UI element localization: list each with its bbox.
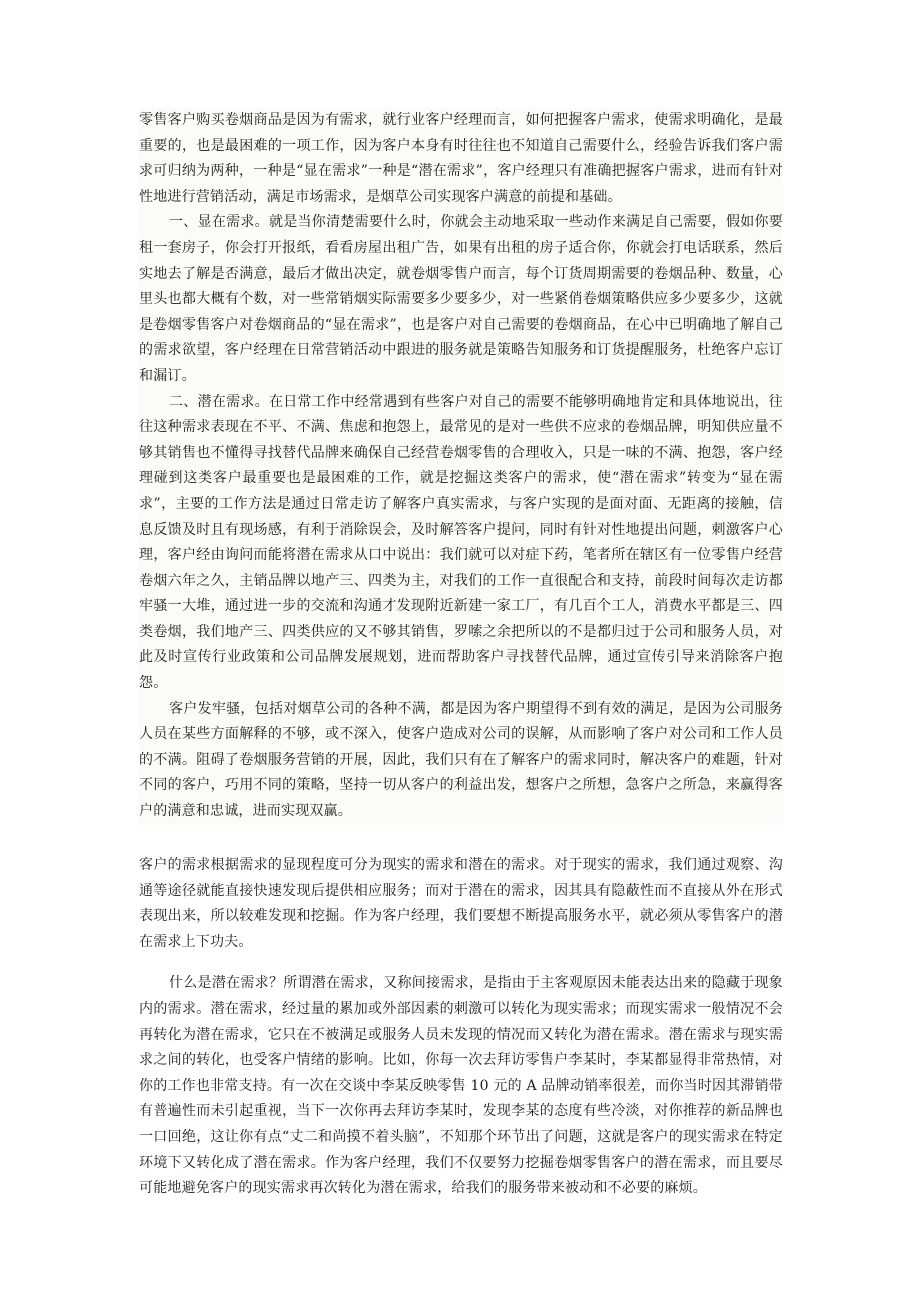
- paragraph-what-is-latent-demand: 什么是潜在需求？所谓潜在需求，又称间接需求，是指由于主客观原因未能表达出来的隐藏于现象内的需求。潜在需求，经过量的累加或外部因素的刺激可以转化为现实需求；而现实需求一般情况不会再转化为潜在需求，它只在不被满足或服务人员未发现的情况而又转化为潜在需求。潜在需求与现实需求之间的转化，也受客户情绪的影响。比如，你每一次去拜访零售户李某时，李某都显得非常热情，对你的工作也非常支持。有一次在交谈中李某反映零售 10 元的 A 品牌动销率很差，而你当时因其滞销带有普遍性而未引起重视，当下一次你再去拜访李某时，发现李某的态度有些冷淡，对你推荐的新品牌也一口回绝，这让你有点“丈二和尚摸不着头脑”，不知那个环节出了问题，这就是客户的现实需求在特定环境下又转化成了潜在需求。作为客户经理，我们不仅要努力挖掘卷烟零售客户的潜在需求，而且要尽可能地避免客户的现实需求再次转化为潜在需求，给我们的服务带来被动和不必要的麻烦。: [139, 975, 783, 1197]
- paragraph-demand-types: 客户的需求根据需求的显现程度可分为现实的需求和潜在的需求。对于现实的需求，我们通过观察、沟通等途径就能直接快速发现后提供相应服务；而对于潜在的需求，因其具有隐蔽性而不直接从外在形式表现出来，所以较难发现和挖掘。作为客户经理，我们要想不断提高服务水平，就必须从零售客户的潜在需求上下功夫。: [139, 857, 783, 950]
- paragraph-explicit-demand: 一、显在需求。就是当你清楚需要什么时，你就会主动地采取一些动作来满足自己需要，假如你要租一套房子，你会打开报纸，看看房屋出租广告，如果有出租的房子适合你，你就会打电话联系，然后实地去了解是否满意，最后才做出决定，就卷烟零售户而言，每个订货周期需要的卷烟品种、数量，心里头也都大概有个数，对一些常销烟实际需要多少要多少，对一些紧俏卷烟策略供应多少要多少，这就是卷烟零售客户对卷烟商品的“显在需求”，也是客户对自己需要的卷烟商品，在心中已明确地了解自己的需求欲望，客户经理在日常营销活动中跟进的服务就是策略告知服务和订货提醒服务，杜绝客户忘订和漏订。: [139, 214, 783, 384]
- upper-text-block: [139, 108, 783, 825]
- paragraph-latent-demand: 二、潜在需求。在日常工作中经常遇到有些客户对自己的需要不能够明确地肯定和具体地说出，往往这种需求表现在不平、不满、焦虑和抱怨上，最常见的是对一些供不应求的卷烟品牌，明知供应量不够其销售也不懂得寻找替代品牌来确保自己经营卷烟零售的合理收入，只是一味的不满、抱怨，客户经理碰到这类客户最重要也是最困难的工作，就是挖掘这类客户的需求，使“潜在需求”转变为“显在需求”，主要的工作方法是通过日常走访了解客户真实需求，与客户实现的是面对面、无距离的接触，信息反馈及时且有现场感，有利于消除误会，及时解答客户提问，同时有针对性地提出问题，刺激客户心理，客户经由询问而能将潜在需求从口中说出：我们就可以对症下药，笔者所在辖区有一位零售户经营卷烟六年之久，主销品牌以地产三、四类为主，对我们的工作一直很配合和支持，前段时间每次走访都牢骚一大堆，通过进一步的交流和沟通才发现附近新建一家工厂，有几百个工人，消费水平都是三、四类卷烟，我们地产三、四类供应的又不够其销售，罗嗦之余把所以的不是都归过于公司和服务人员，对此及时宣传行业政策和公司品牌发展规划，进而帮助客户寻找替代品牌，通过宣传引导来消除客户抱怨。: [139, 393, 783, 692]
- paragraph-complaints: 客户发牢骚，包括对烟草公司的各种不满，都是因为客户期望得不到有效的满足，是因为公司服务人员在某些方面解释的不够，或不深入，使客户造成对公司的误解，从而影响了客户对公司和工作人员的不满。阻碍了卷烟服务营销的开展，因此，我们只有在了解客户的需求同时，解决客户的难题，针对不同的客户，巧用不同的策略，坚持一切从客户的利益出发，想客户之所想，急客户之所急，来赢得客户的满意和忠诚，进而实现双赢。: [139, 700, 783, 820]
- lower-text-block: [139, 853, 783, 1202]
- paragraph-intro: 零售客户购买卷烟商品是因为有需求，就行业客户经理而言，如何把握客户需求，使需求明确化，是最重要的，也是最困难的一项工作，因为客户本身有时往往也不知道自己需要什么，经验告诉我们客户需求可归纳为两种，一种是“显在需求”一种是“潜在需求”，客户经理只有准确把握客户需求，进而有针对性地进行营销活动，满足市场需求，是烟草公司实现客户满意的前提和基础。: [139, 112, 783, 205]
